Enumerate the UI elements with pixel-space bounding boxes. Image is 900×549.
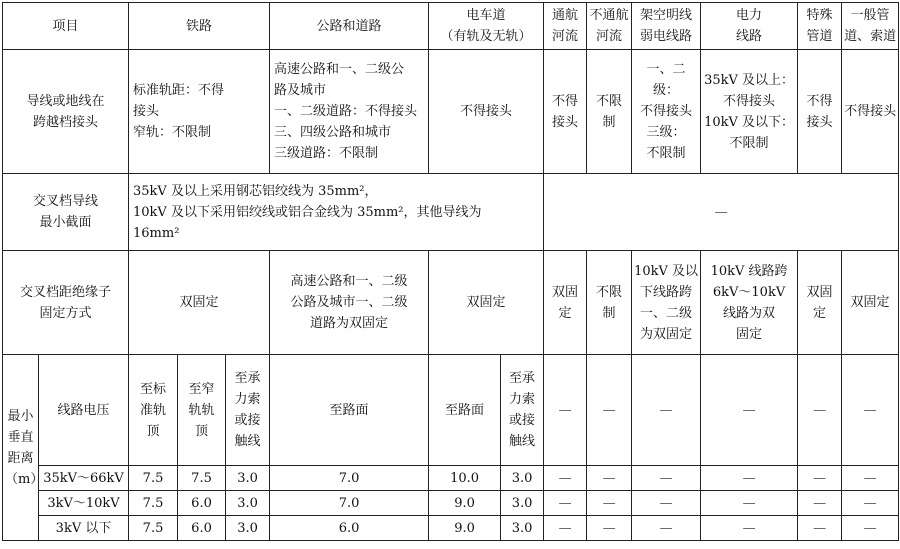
to-narrow-rail-top: 至窄 轨轨 顶 [178,355,226,466]
joint-general-pipeline: 不得接头 [842,50,899,174]
dash-cell: — [701,491,798,516]
header-item: 项目 [3,3,129,50]
voltage-value: 35kV～66kV [39,466,129,491]
rail-catenary-value: 3.0 [226,516,270,541]
dash-cell: — [842,355,899,466]
dash-cell: — [587,355,632,466]
tram-catenary-value: 3.0 [501,466,544,491]
header-row [3,3,899,50]
joint-tram: 不得接头 [429,50,544,174]
standard-rail-value: 7.5 [129,491,178,516]
tram-catenary-value: 3.0 [501,516,544,541]
min-section-dash: — [544,174,899,251]
header-non-navigable-river: 不通航 河流 [587,3,632,50]
dash-cell: — [632,516,701,541]
dash-cell: — [701,355,798,466]
rail-catenary-value: 3.0 [226,466,270,491]
voltage-value: 3kV 以下 [39,516,129,541]
dash-cell: — [842,516,899,541]
distance-row [3,491,899,516]
header-weak-current-line: 架空明线 弱电线路 [632,3,701,50]
road-surface-value: 7.0 [270,491,429,516]
min-section-row [3,174,899,251]
tram-catenary-value: 3.0 [501,491,544,516]
dash-cell: — [544,516,587,541]
rail-catenary-value: 3.0 [226,491,270,516]
dash-cell: — [544,491,587,516]
road-surface-value: 6.0 [270,516,429,541]
min-section-content: 35kV 及以上采用钢芯铝绞线为 35mm²， 10kV 及以下采用铝绞线或铝合金线为 35mm²，其他导线为 16mm² [129,174,544,251]
insulator-highway: 高速公路和一、二级 公路及城市一、二级 道路为双固定 [270,251,429,355]
dash-cell: — [587,516,632,541]
header-navigable-river: 通航 河流 [544,3,587,50]
dash-cell: — [544,355,587,466]
tram-surface-value: 9.0 [429,516,501,541]
dash-cell: — [632,355,701,466]
standard-rail-value: 7.5 [129,466,178,491]
to-standard-rail-top: 至标 准轨 顶 [129,355,178,466]
joint-navigable-river: 不得 接头 [544,50,587,174]
distance-row [3,466,899,491]
tram-to-catenary: 至承 力索 或接 触线 [501,355,544,466]
dash-cell: — [701,466,798,491]
dash-cell: — [842,466,899,491]
insulator-row [3,251,899,355]
voltage-value: 3kV～10kV [39,491,129,516]
dash-cell: — [544,466,587,491]
standard-rail-value: 7.5 [129,516,178,541]
insulator-power-line: 10kV 线路跨 6kV～10kV 线路为双 固定 [701,251,798,355]
joint-weak-current-line: 一、二级： 不得接头 三级： 不限制 [632,50,701,174]
crossing-requirements-table [2,2,899,541]
tram-surface-value: 10.0 [429,466,501,491]
narrow-rail-value: 6.0 [178,516,226,541]
header-tram: 电车道 （有轨及无轨） [429,3,544,50]
insulator-special-pipeline: 双固 定 [798,251,842,355]
dash-cell: — [587,491,632,516]
joint-railway: 标准轨距：不得 接头 窄轨：不限制 [129,50,270,174]
dash-cell: — [798,355,842,466]
joint-highway: 高速公路和一、二级公 路及城市 一、二级道路：不得接头 三、四级公路和城市 三级道路：不限制 [270,50,429,174]
dash-cell: — [798,466,842,491]
dash-cell: — [798,491,842,516]
joint-special-pipeline: 不得 接头 [798,50,842,174]
dash-cell: — [632,466,701,491]
tram-to-road-surface: 至路面 [429,355,501,466]
min-vertical-distance-label: 最小 垂直 距离 （m） [3,355,39,541]
insulator-non-navigable-river: 不限 制 [587,251,632,355]
dash-cell: — [632,491,701,516]
dash-cell: — [842,491,899,516]
dash-cell: — [587,466,632,491]
joint-power-line: 35kV 及以上： 不得接头 10kV 及以下： 不限制 [701,50,798,174]
to-rail-catenary: 至承 力索 或接 触线 [226,355,270,466]
header-special-pipeline: 特殊 管道 [798,3,842,50]
joint-label: 导线或地线在 跨越档接头 [3,50,129,174]
distance-row [3,516,899,541]
header-power-line: 电力 线路 [701,3,798,50]
insulator-general-pipeline: 双固定 [842,251,899,355]
insulator-weak-current-line: 10kV 及以 下线路跨 一、二级 为双固定 [632,251,701,355]
narrow-rail-value: 7.5 [178,466,226,491]
to-road-surface: 至路面 [270,355,429,466]
header-general-pipeline: 一般管 道、索道 [842,3,899,50]
insulator-railway: 双固定 [129,251,270,355]
dash-cell: — [701,516,798,541]
tram-surface-value: 9.0 [429,491,501,516]
distance-header-row [3,355,899,466]
joint-non-navigable-river: 不限 制 [587,50,632,174]
insulator-label: 交叉档距绝缘子 固定方式 [3,251,129,355]
voltage-header: 线路电压 [39,355,129,466]
insulator-tram: 双固定 [429,251,544,355]
joint-row [3,50,899,174]
dash-cell: — [798,516,842,541]
header-railway: 铁路 [129,3,270,50]
narrow-rail-value: 6.0 [178,491,226,516]
road-surface-value: 7.0 [270,466,429,491]
header-highway: 公路和道路 [270,3,429,50]
min-section-label: 交叉档导线 最小截面 [3,174,129,251]
insulator-navigable-river: 双固 定 [544,251,587,355]
